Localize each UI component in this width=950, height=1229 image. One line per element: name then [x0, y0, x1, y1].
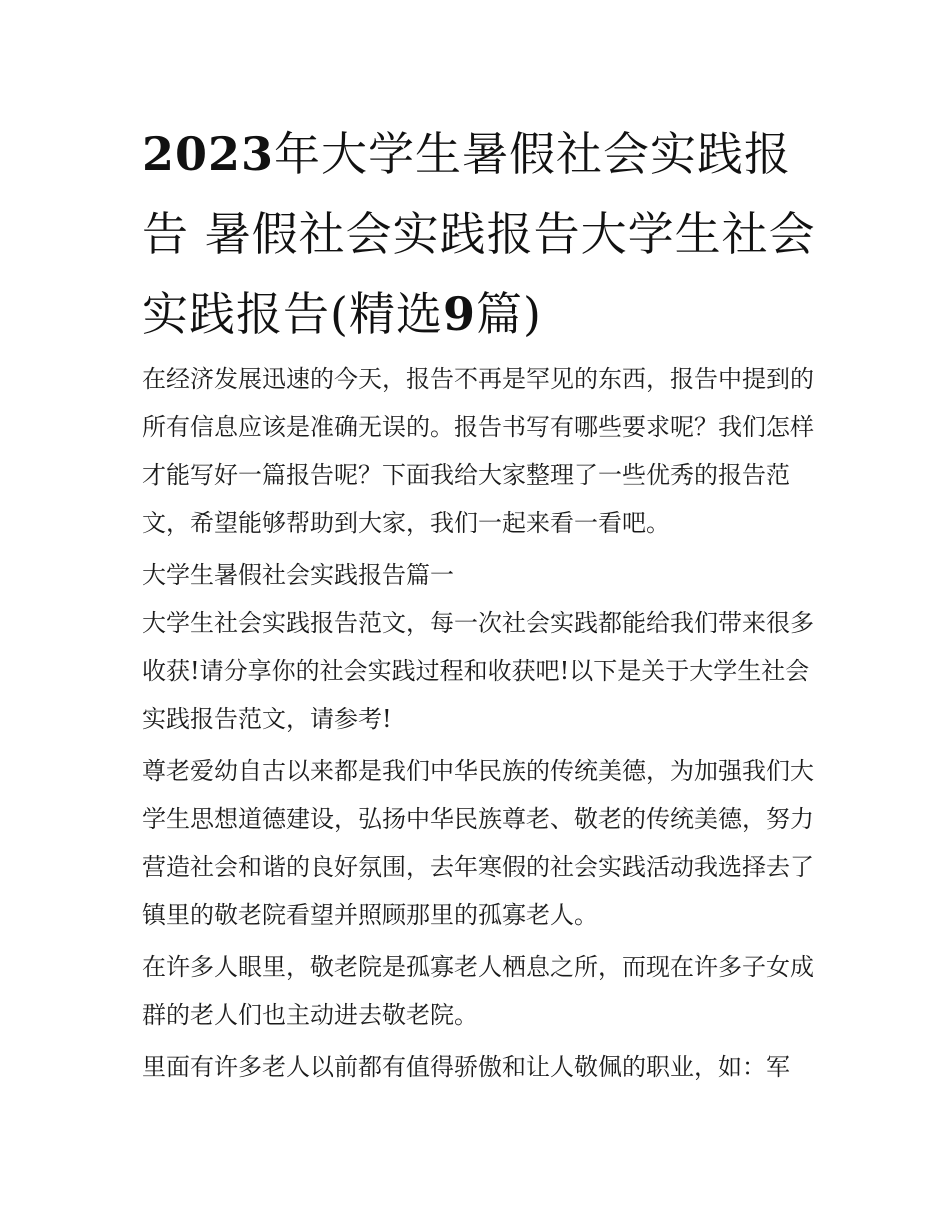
section-heading: 大学生暑假社会实践报告篇一: [142, 561, 454, 589]
title-text: 年大学生暑假社会实践报告 暑假社会实践报告大学生社会实践报告(精选: [142, 127, 816, 341]
body-paragraph: 大学生社会实践报告范文，每一次社会实践都能给我们带来很多收获!请分享你的社会实践过程和收获吧!以下是关于大学生社会实践报告范文，请参考!: [142, 609, 814, 733]
document-body: [142, 355, 817, 1095]
document-title: [142, 114, 822, 354]
title-year: 2023: [142, 127, 275, 181]
body-paragraph: 尊老爱幼自古以来都是我们中华民族的传统美德，为加强我们大学生思想道德建设，弘扬中华民族尊老、敬老的传统美德，努力营造社会和谐的良好氛围，去年寒假的社会实践活动我选择去了镇里的敬老院看望并照顾那里的孤寡老人。: [142, 757, 814, 929]
title-count: 9: [442, 287, 476, 341]
body-paragraph: 里面有许多老人以前都有值得骄傲和让人敬佩的职业，如：军: [142, 1053, 790, 1081]
title-suffix: 篇): [475, 287, 542, 341]
intro-paragraph: 在经济发展迅速的今天，报告不再是罕见的东西，报告中提到的所有信息应该是准确无误的。报告书写有哪些要求呢？我们怎样才能写好一篇报告呢？下面我给大家整理了一些优秀的报告范文，希望能够帮助到大家，我们一起来看一看吧。: [142, 365, 814, 537]
body-paragraph: 在许多人眼里，敬老院是孤寡老人栖息之所，而现在许多子女成群的老人们也主动进去敬老院。: [142, 953, 814, 1029]
